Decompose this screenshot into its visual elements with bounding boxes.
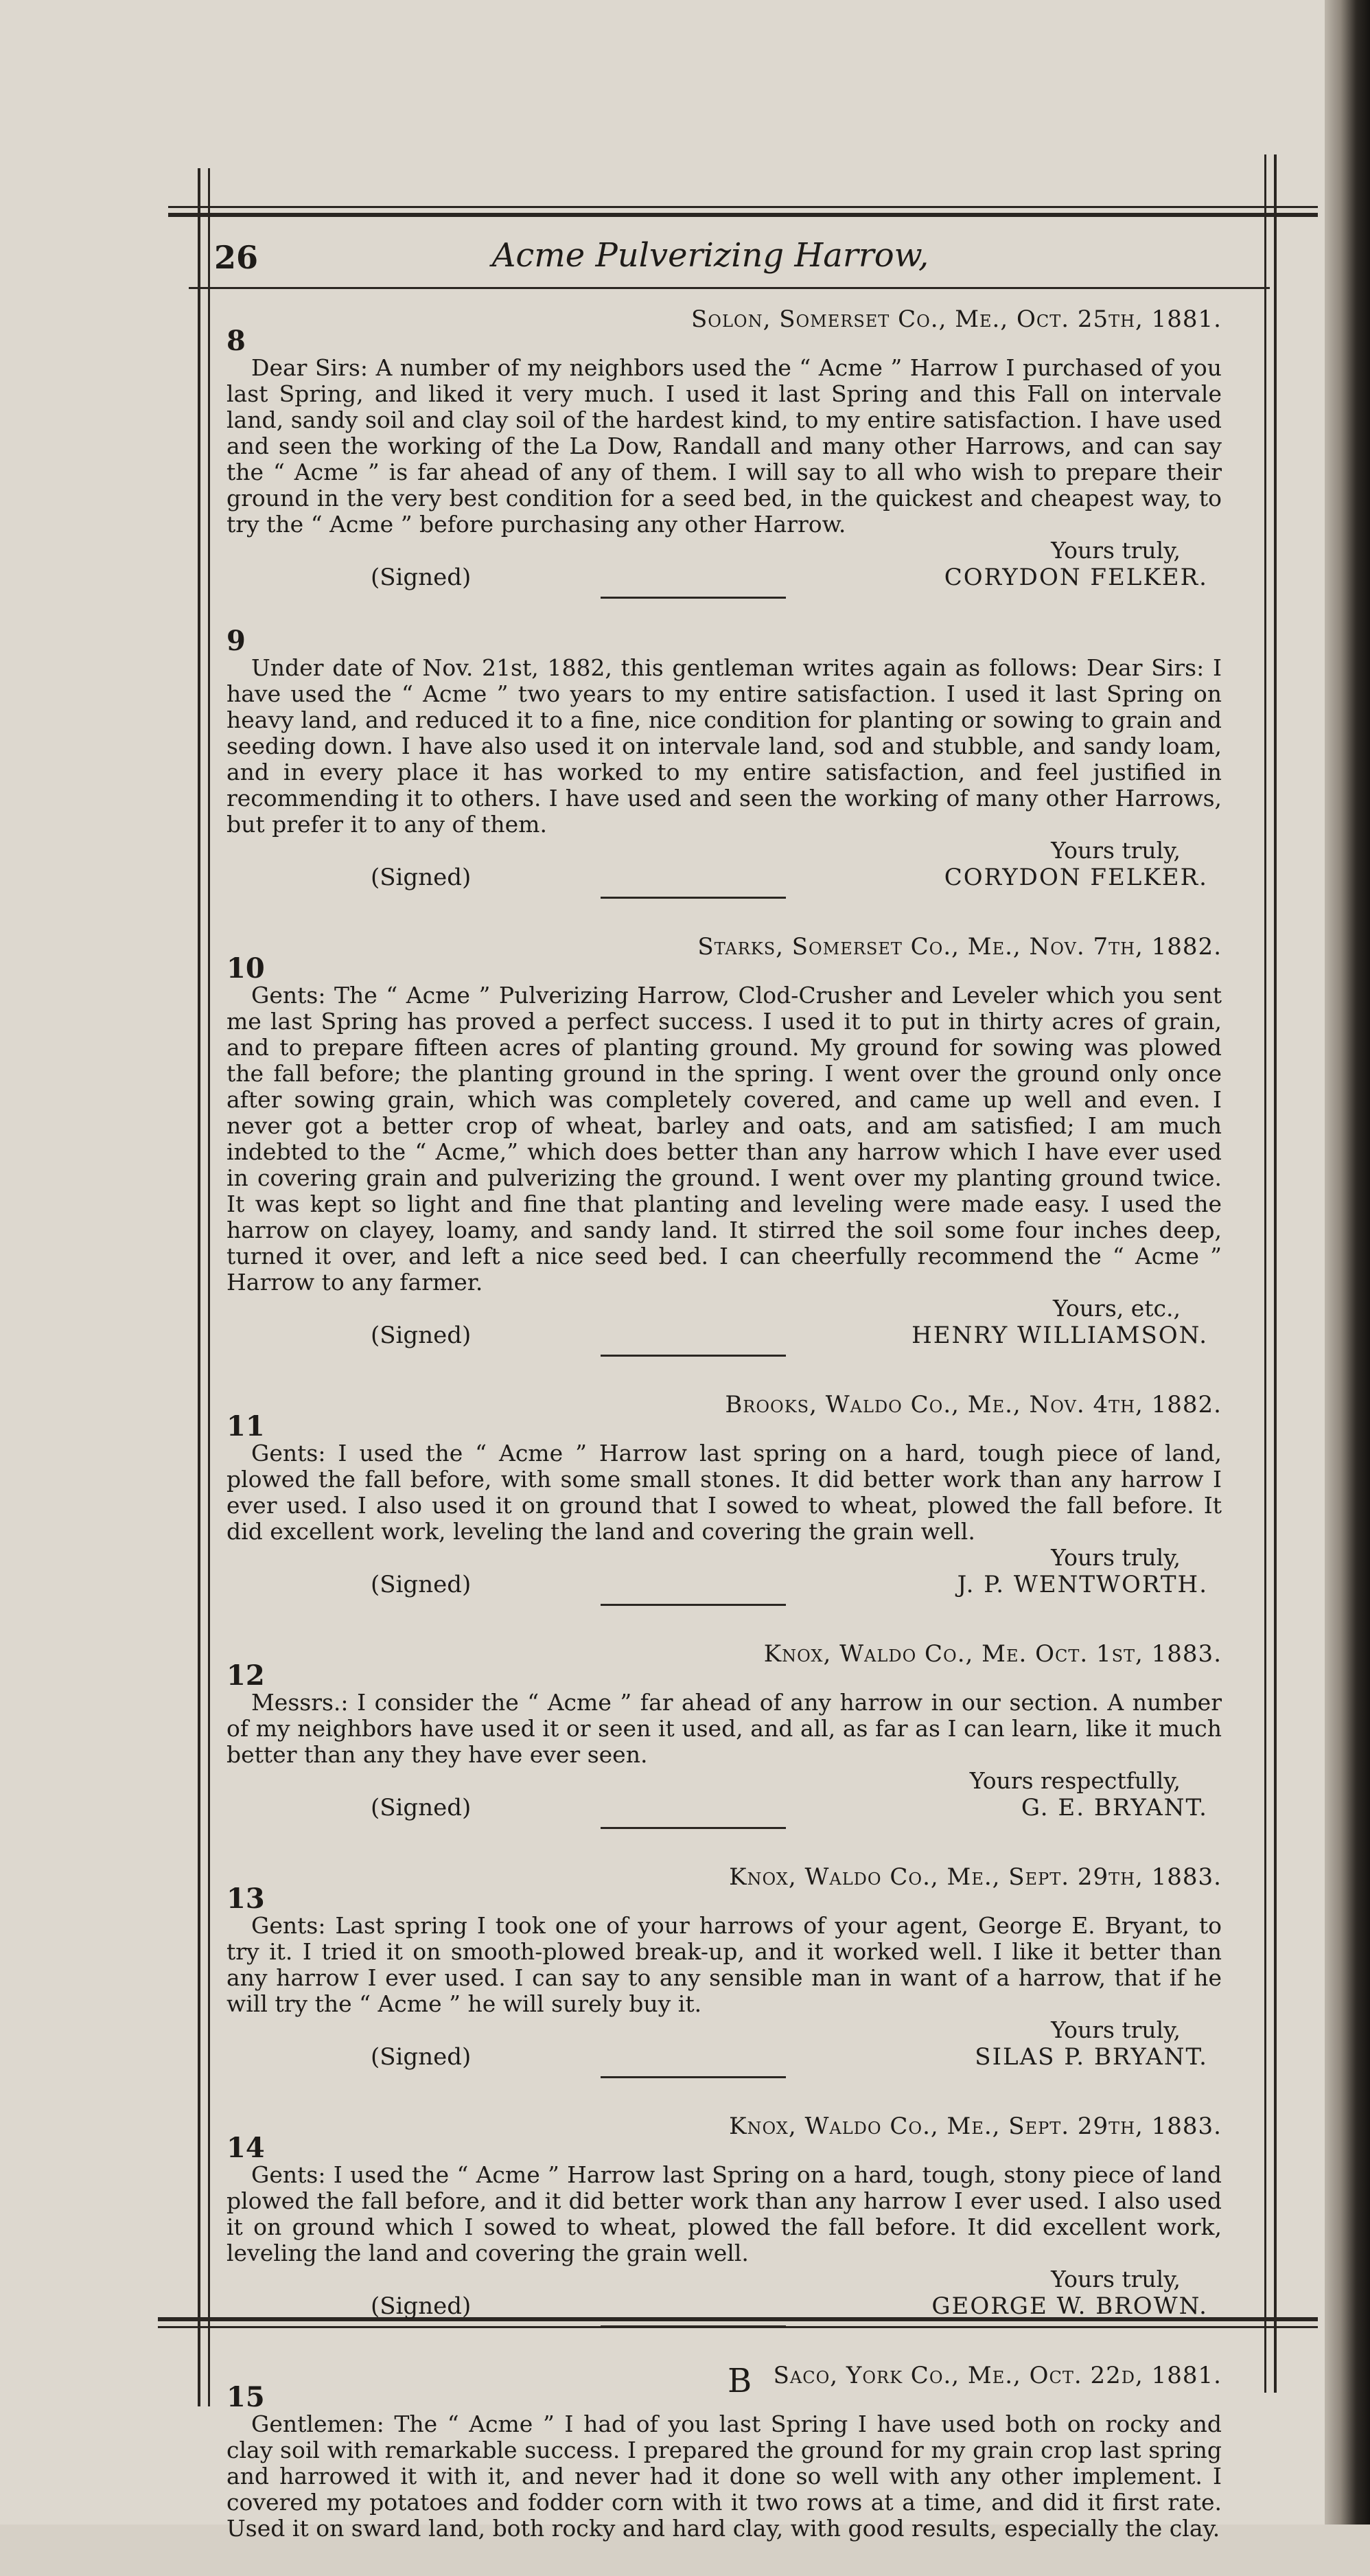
letter-12 — [227, 1640, 1222, 1829]
letter-closing: Yours truly, — [1051, 537, 1181, 564]
signed-label: (Signed) — [371, 2292, 472, 2320]
signature-name: CORYDON FELKER. — [944, 864, 1208, 891]
letter-10 — [227, 933, 1222, 1357]
letter-text: A number of my neighbors used the “ Acme ” Harrow I purchased of you last Spring, and liked it very much. I used it last Spring and this Fall on intervale land, sandy soil and clay soil of the hardest kind, to my entire satisfaction. I have used and seen the working of the La Dow, Randall and many other Harrows, and can say the “ Acme ” is far ahead of any of them. I will say to all who wish to prepare their ground in the very best condition for a seed bed, in the quickest and cheapest way, to try the “ Acme ” before purchasing any other Harrow. — [227, 354, 1222, 538]
letter-salutation: Gents: — [251, 982, 326, 1009]
section-divider — [601, 897, 786, 899]
signed-label: (Signed) — [371, 1322, 472, 1349]
signature-name: J. P. WENTWORTH. — [957, 1571, 1208, 1598]
letter-signature-line — [227, 2292, 1222, 2320]
letter-closing: Yours truly, — [1051, 837, 1181, 864]
letter-salutation: Dear Sirs: — [251, 354, 368, 381]
letter-15 — [227, 2362, 1222, 2542]
page-header — [206, 228, 1215, 283]
letter-8 — [227, 306, 1222, 599]
letter-body — [227, 1690, 1222, 1768]
letter-signature-line — [227, 2043, 1222, 2071]
letter-body — [227, 1913, 1222, 2017]
page-number: 26 — [214, 239, 259, 276]
letter-signature-line — [227, 864, 1222, 891]
letter-signature-line — [227, 1322, 1222, 1349]
section-divider — [601, 2076, 786, 2078]
letter-text: I have used the “ Acme ” two years to my entire satisfaction. I used it last Spring on heavy land, and reduced it to a fine, nice condition for planting or sowing to grain and seeding down. I have also used it on intervale land, sod and stubble, and sandy loam, and in every place it has worked to my entire satisfaction, and feel justified in recommending it to others. I have used and seen the working of many other Harrows, but prefer it to any of them. — [227, 654, 1222, 838]
letter-number: 11 — [227, 1410, 265, 1442]
letter-place: Saco, York Co., Me., Oct. 22d, 1881. — [773, 2362, 1222, 2389]
left-border-outer — [198, 168, 200, 2406]
letter-closing: Yours truly, — [1051, 2016, 1181, 2043]
letter-place: Starks, Somerset Co., Me., Nov. 7th, 1882. — [697, 933, 1222, 961]
section-divider — [601, 2325, 786, 2327]
letter-body — [227, 655, 1222, 838]
letter-text: The “ Acme ” Pulverizing Harrow, Clod-Crusher and Leveler which you sent me last Spring has proved a perfect success. I used it to put in thirty acres of grain, and to prepare fifteen acres of planting ground. My ground for sowing was plowed the fall before; the planting ground in the spring. I went over the ground only once after sowing grain, which was completely covered, and came up well and even. I never got a better crop of wheat, barley and oats, and am satisfied; I am much indebted to the “ Acme,” which does better than any harrow which I have ever used in covering grain and pulverizing the ground. I went over my planting ground twice. It was kept so light and fine that planting and leveling were made easy. I used the harrow on clayey, loamy, and sandy land. It stirred the soil some four inches deep, turned it over, and left a nice seed bed. I can cheerfully recommend the “ Acme ” Harrow to any farmer. — [227, 982, 1222, 1296]
signed-label: (Signed) — [371, 1571, 472, 1598]
signature-name: GEORGE W. BROWN. — [931, 2292, 1208, 2320]
letter-body — [227, 2162, 1222, 2266]
letter-number: 12 — [227, 1659, 265, 1692]
letter-place: Knox, Waldo Co., Me. Oct. 1st, 1883. — [763, 1640, 1222, 1668]
letter-signature-line — [227, 1794, 1222, 1821]
right-border-inner — [1264, 154, 1266, 2393]
letter-salutation: Gents: — [251, 1440, 326, 1467]
letter-closing: Yours respectfully, — [969, 1767, 1181, 1794]
letter-signature-line — [227, 1571, 1222, 1598]
letter-number: 10 — [227, 952, 265, 985]
signed-label: (Signed) — [371, 864, 472, 891]
letter-number: 15 — [227, 2381, 265, 2413]
header-rule — [189, 287, 1270, 289]
letters-column — [227, 306, 1222, 2576]
signature-name: HENRY WILLIAMSON. — [912, 1322, 1208, 1349]
letter-number: 9 — [227, 625, 246, 657]
letter-text: The “ Acme ” I had of you last Spring I have used both on rocky and clay soil with remarkable success. I prepared the ground for my grain crop last spring and harrowed it with it, and never had it done so well with any other implement. I covered my potatoes and fodder corn with it two rows at a time, and did it first rate. Used it on sward land, both rocky and hard clay, with good results, especially the clay. — [227, 2411, 1222, 2542]
top-rule-outer — [168, 206, 1318, 208]
signature-name: CORYDON FELKER. — [944, 564, 1208, 591]
signed-label: (Signed) — [371, 564, 472, 591]
letter-place: Knox, Waldo Co., Me., Sept. 29th, 1883. — [729, 1863, 1222, 1891]
letter-body — [227, 2411, 1222, 2542]
section-divider — [601, 1827, 786, 1829]
letter-14 — [227, 2113, 1222, 2327]
signature-name: SILAS P. BRYANT. — [975, 2043, 1208, 2071]
letter-text: I used the “ Acme ” Harrow last Spring on a hard, tough, stony piece of land plowed the fall before, and it did better work than any harrow I ever used. I also used it on ground which I sowed to wheat, plowed the fall before. It did excellent work, leveling the land and covering the grain well. — [227, 2161, 1222, 2266]
section-divider — [601, 1355, 786, 1357]
top-rule-inner — [168, 213, 1318, 217]
book-spine — [1325, 0, 1370, 2525]
running-title: Acme Pulverizing Harrow, — [491, 236, 929, 275]
letter-body — [227, 1440, 1222, 1545]
signed-label: (Signed) — [371, 1794, 472, 1821]
letter-closing: Yours, etc., — [1053, 1295, 1181, 1322]
letter-salutation: Gentlemen: — [251, 2411, 384, 2437]
letter-closing: Yours truly, — [1051, 1544, 1181, 1571]
letter-closing: Yours truly, — [1051, 2266, 1181, 2292]
left-border-inner — [208, 168, 210, 2406]
letter-11 — [227, 1391, 1222, 1606]
letter-text: Last spring I took one of your harrows of your agent, George E. Bryant, to try it. I tried it on smooth-plowed break-up, and it worked well. I like it better than any harrow I ever used. I can say to any sensible man in want of a harrow, that if he will try the “ Acme ” he will surely buy it. — [227, 1912, 1222, 2017]
letter-body — [227, 982, 1222, 1296]
letter-place: Brooks, Waldo Co., Me., Nov. 4th, 1882. — [725, 1391, 1222, 1418]
signed-label: (Signed) — [371, 2043, 472, 2071]
right-border-outer — [1274, 154, 1277, 2393]
letter-signature-line — [227, 564, 1222, 591]
letter-number: 13 — [227, 1883, 265, 1915]
section-divider — [601, 1604, 786, 1606]
letter-13 — [227, 1863, 1222, 2078]
letter-place: Knox, Waldo Co., Me., Sept. 29th, 1883. — [729, 2113, 1222, 2140]
letter-text: I consider the “ Acme ” far ahead of any harrow in our section. A number of my neighbors have used it or seen it used, and all, as far as I can learn, like it much better than any they have ever seen. — [227, 1689, 1222, 1768]
signature-mark: B — [728, 2362, 752, 2400]
letter-number: 8 — [227, 325, 246, 357]
letter-text: I used the “ Acme ” Harrow last spring on a hard, tough piece of land, plowed the fall before, with some small stones. It did better work than any harrow I ever used. I also used it on ground that I sowed to wheat, plowed the fall before. It did excellent work, leveling the land and covering the grain well. — [227, 1440, 1222, 1545]
letter-salutation: Under date of Nov. 21st, 1882, this gentleman writes again as follows: Dear Sirs: — [251, 654, 1205, 681]
letter-9 — [227, 625, 1222, 899]
letter-body — [227, 355, 1222, 538]
letter-place: Solon, Somerset Co., Me., Oct. 25th, 1881. — [691, 306, 1222, 333]
letter-salutation: Messrs.: — [251, 1689, 349, 1716]
section-divider — [601, 597, 786, 599]
letter-salutation: Gents: — [251, 1912, 326, 1939]
letter-salutation: Gents: — [251, 2161, 326, 2188]
letter-number: 14 — [227, 2132, 265, 2164]
signature-name: G. E. BRYANT. — [1021, 1794, 1208, 1821]
